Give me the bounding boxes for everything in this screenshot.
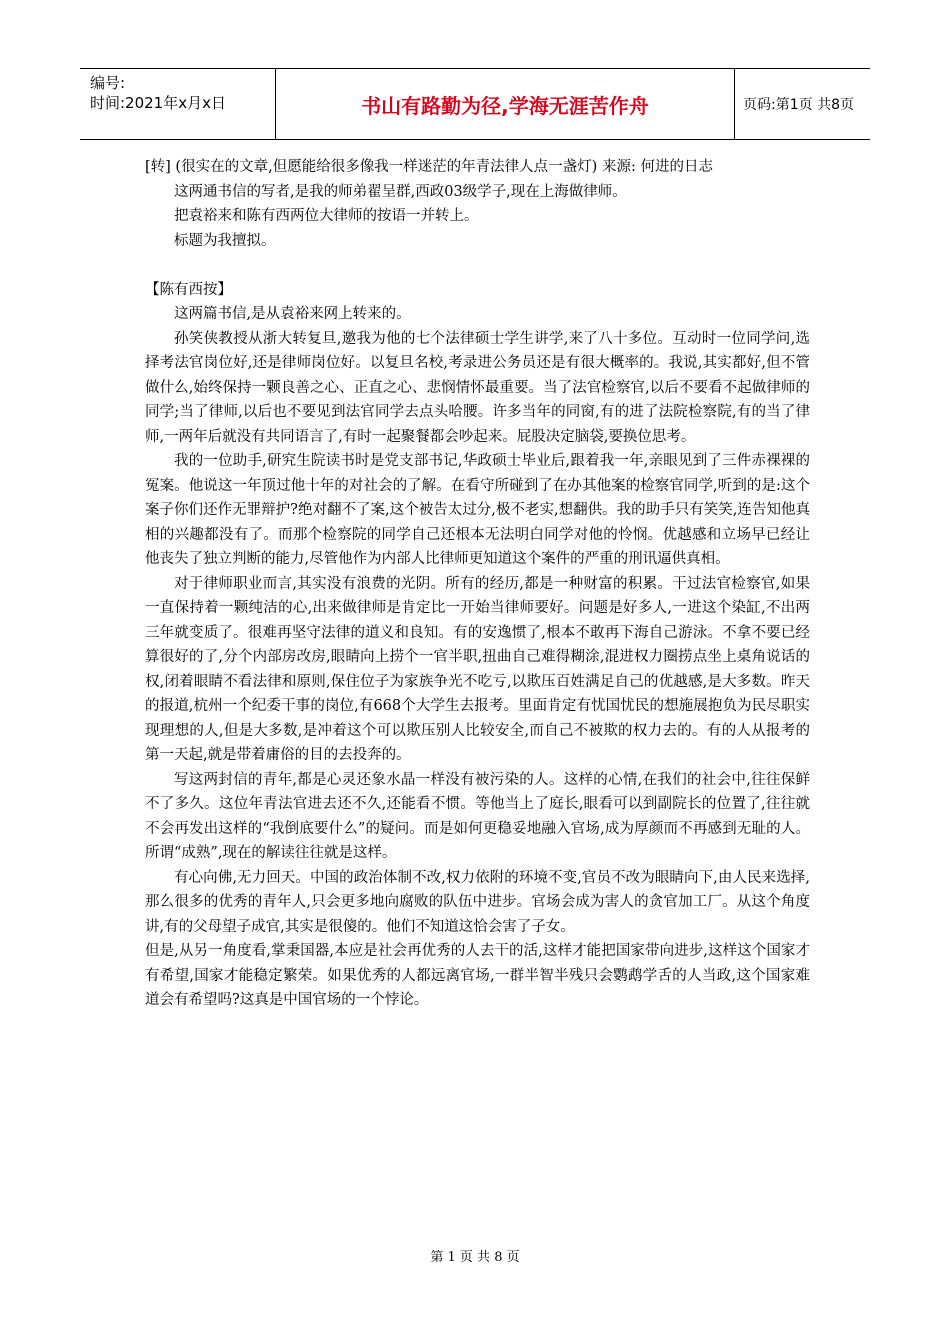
page-footer: 第 1 页 共 8 页: [430, 1250, 520, 1265]
header-page-info: 页码:第1页 共8页: [743, 97, 854, 113]
paragraph: 这两通书信的写者,是我的师弟翟呈群,西政03级学子,现在上海做律师。: [174, 183, 627, 200]
paragraph: 有心向佛,无力回天。中国的政治体制不改,权力依附的环境不变,官员不改为眼睛向下,由人民来选择,那么很多的优秀的青年人,只会更多地向腐败的队伍中进步。官场会成为害人的贪官加工厂。从这个角度讲,有的父母望子成官,其实是很傻的。他们不知道这恰会害了子女。: [145, 869, 810, 935]
paragraph: 但是,从另一角度看,掌秉国器,本应是社会再优秀的人去干的活,这样才能把国家带向进步,这样这个国家才有希望,国家才能稳定繁荣。如果优秀的人都远离官场,一群半智半残只会鹦鹉学舌的人当政,这个国家难道会有希望吗?这真是中国官场的一个悖论。: [145, 943, 810, 1008]
header-motto: 书山有路勤为径,学海无涯苦作舟: [275, 69, 735, 139]
header-number-label: 编号:: [90, 74, 126, 92]
paragraph: 写这两封信的青年,都是心灵还象水晶一样没有被污染的人。这样的心情,在我们的社会中,往往保鲜不了多久。这位年青法官进去还不久,还能看不惯。等他当上了庭长,眼看可以到副院长的位置了,往往就不会再发出这样的“我倒底要什么”的疑问。而是如何更稳妥地融入官场,成为厚颜而不再感到无耻的人。所谓“成熟”,现在的解读往往就是这样。: [145, 771, 810, 861]
paragraph: 这两篇书信,是从袁裕来网上转来的。: [174, 306, 411, 322]
paragraph: 孙笑侠教授从浙大转复旦,邀我为他的七个法律硕士学生讲学,来了八十多位。互动时一位同学问,选择考法官岗位好,还是律师岗位好。以复旦名校,考录进公务员还是有很大概率的。我说,其实都好,但不管做什么,始终保持一颗良善之心、正直之心、悲悯情怀最重要。当了法官检察官,以后不要看不起做律师的同学;当了律师,以后也不要见到法官同学去点头哈腰。许多当年的同窗,有的进了法院检察院,有的当了律师,一两年后就没有共同语言了,有时一起聚餐都会吵起来。屁股决定脑袋,要换位思考。: [145, 330, 810, 445]
paragraph: 标题为我擅拟。: [174, 232, 276, 249]
paragraph: [转] (很实在的文章,但愿能给很多像我一样迷茫的年青法律人点一盏灯) 来源: 何进的日志: [145, 159, 713, 175]
paragraph: 把袁裕来和陈有西两位大律师的按语一并转上。: [174, 208, 479, 224]
paragraph: 对于律师职业而言,其实没有浪费的光阴。所有的经历,都是一种财富的积累。干过法官检察官,如果一直保持着一颗纯洁的心,出来做律师是肯定比一开始当律师要好。问题是好多人,一进这个染缸,不出两三年就变质了。很难再坚守法律的道义和良知。有的安逸惯了,根本不敢再下海自己游泳。不拿不要已经算很好的了,分个内部房改房,眼睛向上捞个一官半职,扭曲自己难得糊涂,混进权力圈捞点坐上桌角说话的权,闭着眼睛不看法律和原则,保住位子为家族争光不吃亏,以欺压百姓满足自己的优越感,是大多数。昨天的报道,杭州一个纪委干事的岗位,有668个大学生去报考。里面肯定有忧国忧民的想施展抱负为民尽职实现理想的人,但是大多数,是冲着这个可以欺压别人比较安全,而自己不被欺的权力去的。有的人从报考的第一天起,就是带着庸俗的目的去投奔的。: [145, 575, 810, 763]
paragraph: 【陈有西按】: [145, 281, 232, 298]
paragraph: 我的一位助手,研究生院读书时是党支部书记,华政硕士毕业后,跟着我一年,亲眼见到了三件赤裸裸的冤案。他说这一年顶过他十年的对社会的了解。在看守所碰到了在办其他案的检察官同学,听到的是:这个案子你们还作无罪辩护?绝对翻不了案,这个被告太过分,极不老实,想翻供。我的助手只有笑笑,连告知他真相的兴趣都没有了。而那个检察院的同学自己还根本无法明白同学对他的怜悯。优越感和立场早已经让他丧失了独立判断的能力,尽管他作为内部人比律师更知道这个案件的严重的刑讯逼供真相。: [145, 453, 810, 567]
paragraph-gap: [145, 253, 810, 278]
header-time-label: 时间:2021年x月x日: [90, 94, 226, 112]
document-body: [145, 155, 810, 1013]
header-meta: [80, 69, 275, 139]
page-header: [80, 68, 870, 140]
